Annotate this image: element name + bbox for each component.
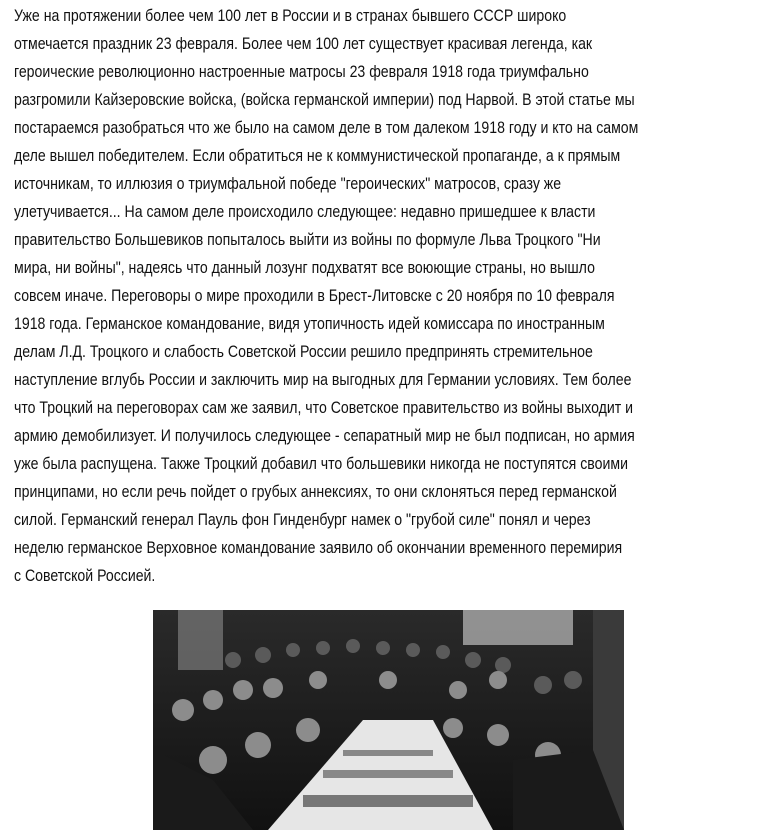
text-line: улетучивается... На самом деле происходило следующее: недавно пришедшее к власти [14, 202, 596, 221]
text-line: 1918 года. Германское командование, видя утопичность идей комиссара по иностранным [14, 314, 605, 333]
text-line: героические революционно настроенные матросы 23 февраля 1918 года триумфально [14, 62, 589, 81]
text-line: деле вышел победителем. Если обратиться не к коммунистической пропаганде, а к прямым [14, 146, 621, 165]
text-line: уже была распущена. Также Троцкий добавил что большевики никогда не поступятся своими [14, 454, 628, 473]
text-line: правительство Большевиков попыталось выйти из войны по формуле Льва Троцкого "Ни [14, 230, 601, 249]
text-line: армию демобилизует. И получилось следующее - сепаратный мир не был подписан, но армия [14, 426, 635, 445]
text-line: принципами, но если речь пойдет о грубых аннексиях, то они склоняться перед германской [14, 482, 617, 501]
text-line: силой. Германский генерал Пауль фон Гинденбург намек о "грубой силе" понял и через [14, 510, 591, 529]
text-line: мира, ни войны", надеясь что данный лозунг подхватят все воюющие страны, но вышло [14, 258, 595, 277]
historical-photo [153, 610, 624, 830]
text-line: совсем иначе. Переговоры о мире проходили в Брест-Литовске с 20 ноября по 10 февраля [14, 286, 615, 305]
text-line: что Троцкий на переговорах сам же заявил, что Советское правительство из войны выходит и [14, 398, 634, 417]
text-line: постараемся разобраться что же было на самом деле в том далеком 1918 году и кто на самом [14, 118, 639, 137]
text-line: источникам, то иллюзия о триумфальной победе "героических" матросов, сразу же [14, 174, 562, 193]
text-line: разгромили Кайзеровские войска, (войска германской империи) под Нарвой. В этой статье мы [14, 90, 635, 109]
text-line: отмечается праздник 23 февраля. Более чем 100 лет существует красивая легенда, как [14, 34, 593, 53]
text-line: с Советской Россией. [14, 566, 156, 585]
text-line: наступление вглубь России и заключить мир на выгодных для Германии условиях. Тем более [14, 370, 632, 389]
text-line: Уже на протяжении более чем 100 лет в России и в странах бывшего СССР широко [14, 6, 567, 25]
text-line: неделю германское Верховное командование заявило об окончании временного перемирия [14, 538, 623, 557]
text-line: делам Л.Д. Троцкого и слабость Советской России решило предпринять стремительное [14, 342, 593, 361]
